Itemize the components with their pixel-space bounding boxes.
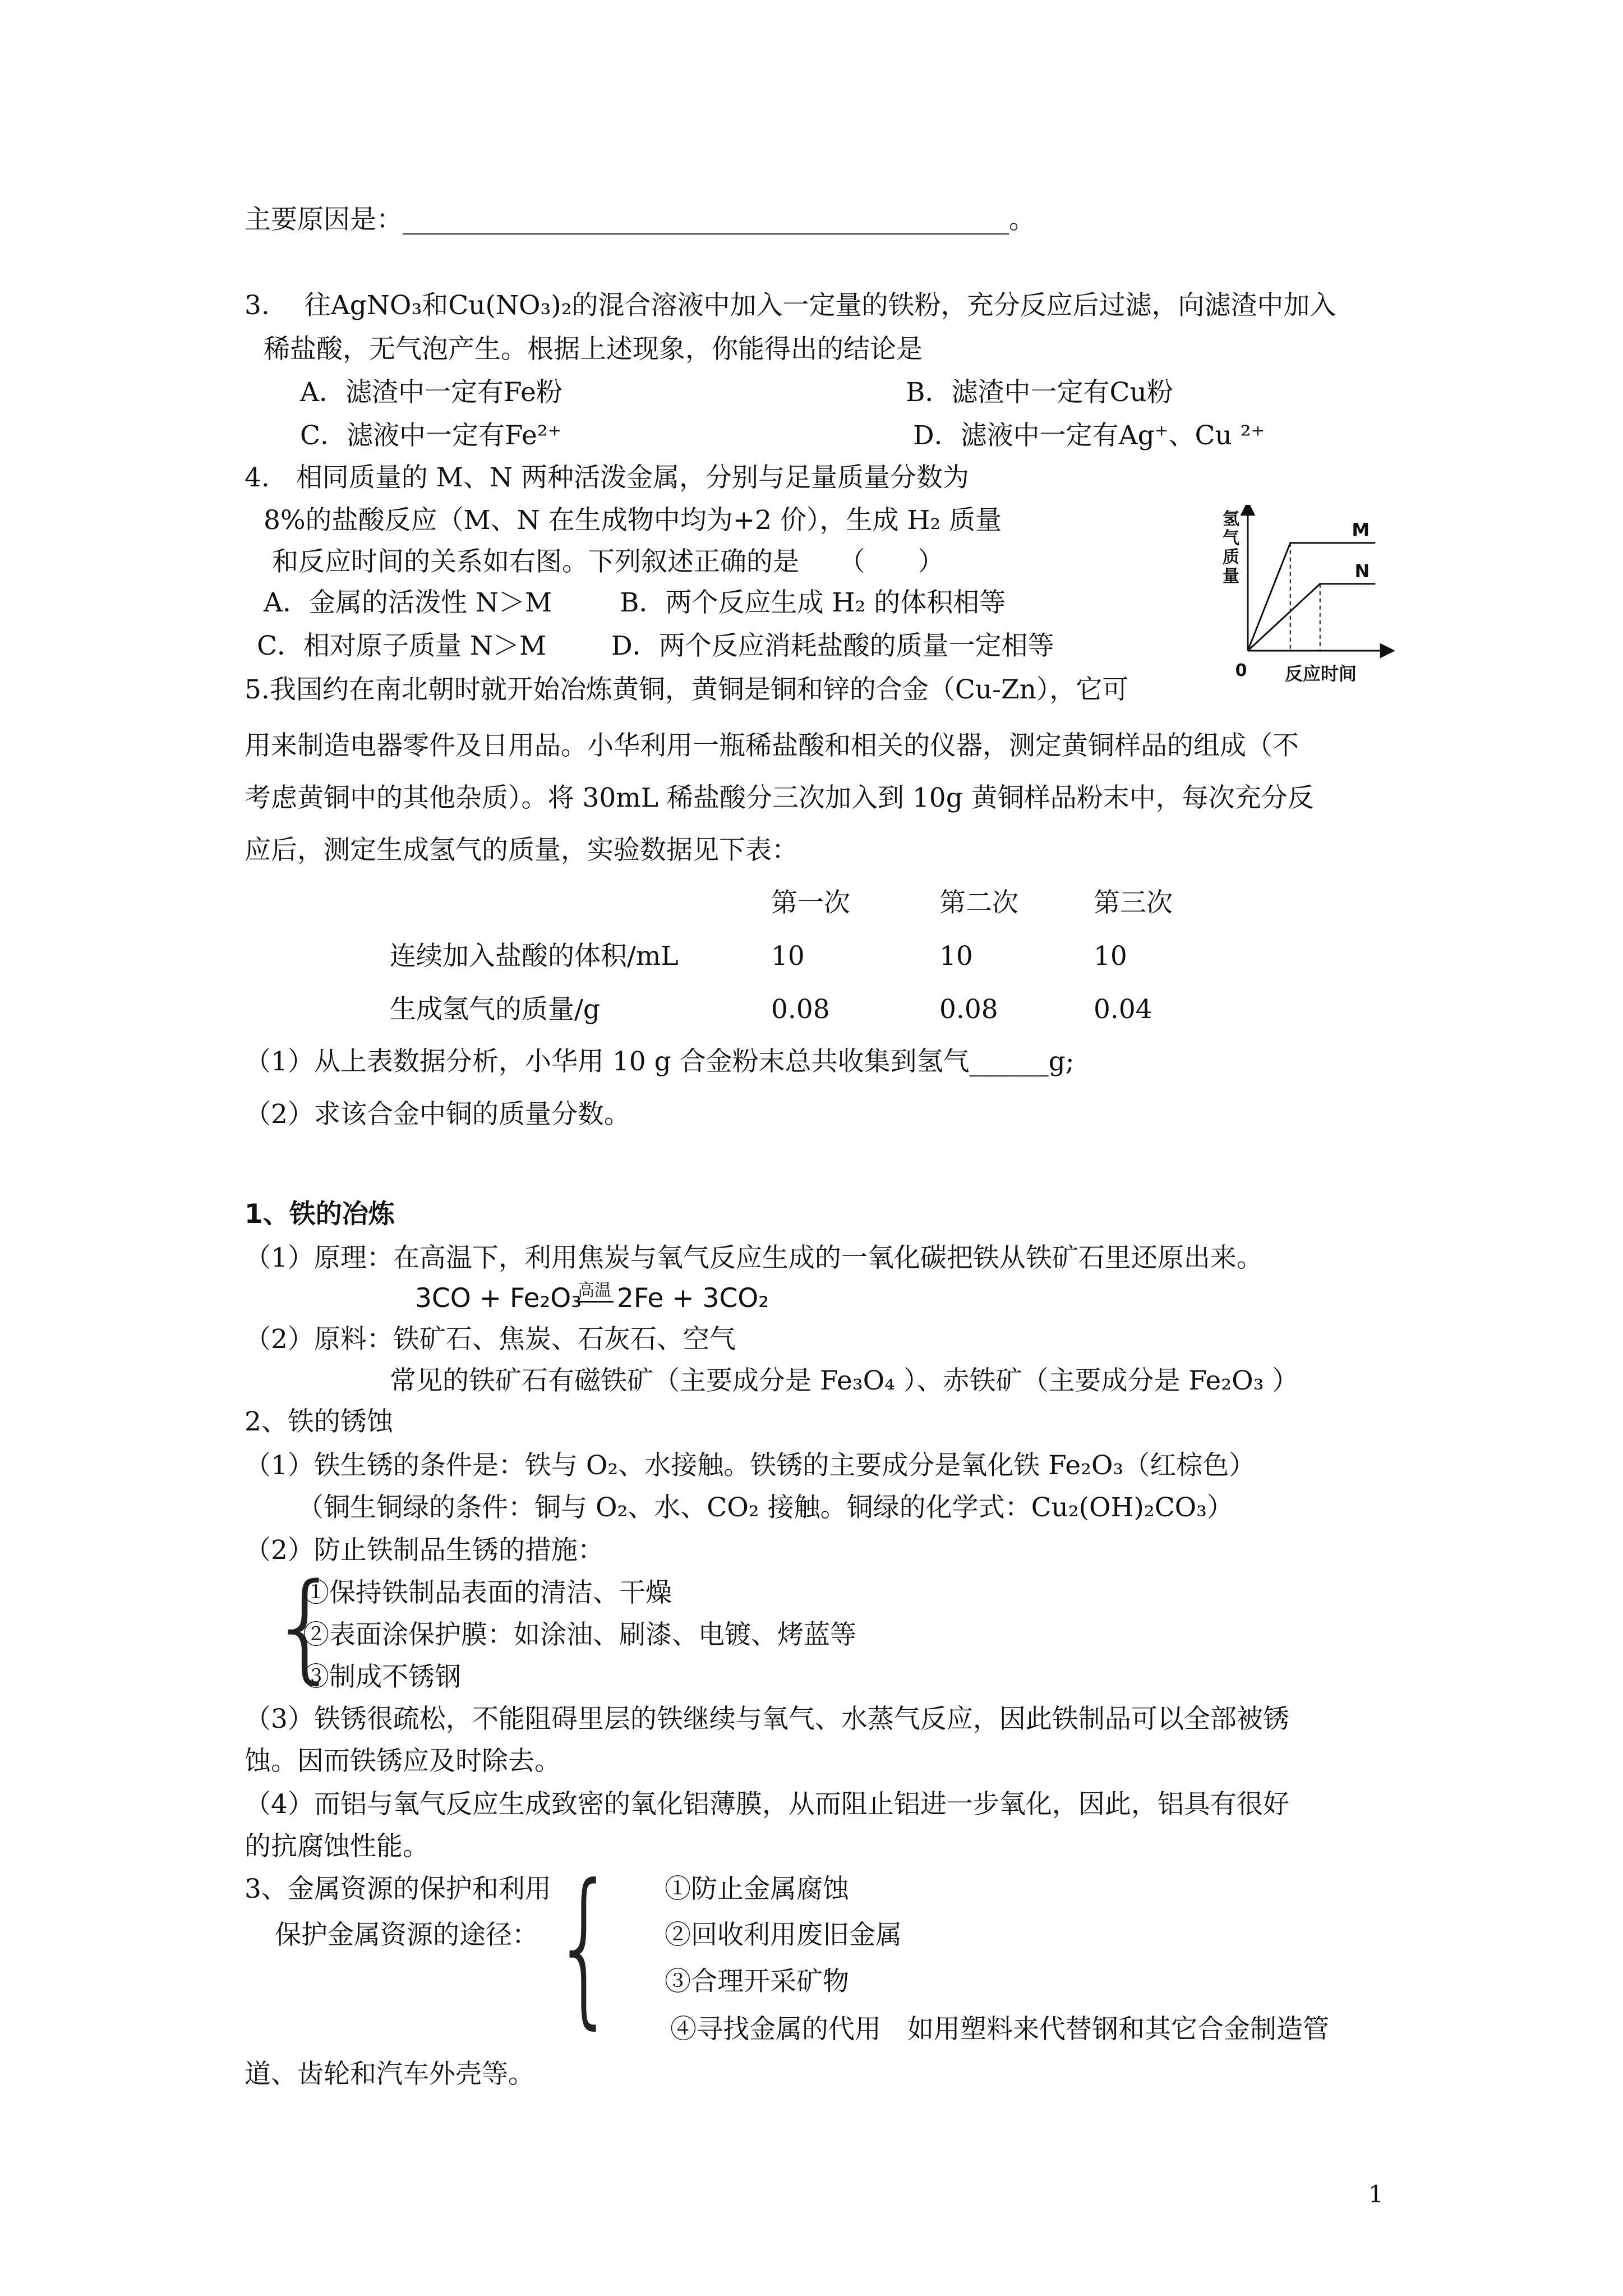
table-cell: 0.04 (1094, 994, 1152, 1025)
y-axis-label: 氢气质量 (1223, 509, 1239, 586)
equation-equals-bar (577, 1301, 614, 1303)
series-label-M: M (1352, 519, 1370, 541)
section-title-iron-smelting: 1、铁的冶炼 (245, 1199, 395, 1230)
s3-subtitle: 保护金属资源的途径： (275, 1920, 538, 1950)
q4-stem-line3: 和反应时间的关系如右图。下列叙述正确的是 （ ） (272, 546, 944, 577)
table-header: 第二次 (939, 887, 1018, 918)
protection-way-continued: 道、齿轮和汽车外壳等。 (245, 2059, 534, 2090)
brace-left: { (552, 1848, 617, 2044)
q3-stem-line1: 3. 往AgNO₃和Cu(NO₃)₂的混合溶液中加入一定量的铁粉，充分反应后过滤，向滤渣中加入 (245, 290, 1336, 321)
x-axis-label: 反应时间 (1284, 663, 1357, 684)
prevention-item: ①保持铁制品表面的清洁、干燥 (303, 1577, 672, 1608)
table-header: 第三次 (1094, 887, 1173, 918)
protection-way: ②回收利用废旧金属 (665, 1920, 902, 1950)
prevention-item: ③制成不锈钢 (303, 1662, 461, 1692)
brace-left: { (268, 1558, 343, 1695)
q4-stem-line2: 8%的盐酸反应（M、N 在生成物中均为+2 价），生成 H₂ 质量 (264, 505, 1002, 536)
page-number: 1 (1368, 2180, 1384, 2208)
protection-way: ④寻找金属的代用 如用塑料来代替钢和其它合金制造管 (670, 2014, 1329, 2045)
equation-reactants: 3CO + Fe₂O₃ (415, 1283, 582, 1314)
q4-chart (1206, 505, 1408, 690)
q4-stem-line1: 4. 相同质量的 M、N 两种活泼金属，分别与足量质量分数为 (245, 462, 969, 493)
q4-option-d: D．两个反应消耗盐酸的质量一定相等 (611, 631, 1054, 661)
table-cell: 0.08 (939, 994, 998, 1025)
s1-ores: 常见的铁矿石有磁铁矿（主要成分是 Fe₃O₄ ）、赤铁矿（主要成分是 Fe₂O₃ ） (390, 1365, 1299, 1396)
q4-option-b: B．两个反应生成 H₂ 的体积相等 (620, 587, 1006, 618)
series-line-M (1248, 543, 1375, 651)
answer-line-reason: 主要原因是：______________________________________________。 (245, 204, 1035, 235)
q3-option-c: C．滤液中一定有Fe²⁺ (300, 420, 562, 451)
table-row-label: 连续加入盐酸的体积/mL (390, 941, 679, 972)
q5-sub1: （1）从上表数据分析，小华用 10 g 合金粉末总共收集到氢气______g; (245, 1046, 1075, 1077)
q5-stem-line1: 5.我国约在南北朝时就开始冶炼黄铜，黄铜是铜和锌的合金（Cu-Zn），它可 (245, 674, 1129, 705)
protection-way: ③合理开采矿物 (665, 1966, 849, 1997)
equation-products: 2Fe + 3CO₂ (617, 1283, 769, 1314)
s1-materials: （2）原料：铁矿石、焦炭、石灰石、空气 (245, 1324, 736, 1355)
table-cell: 10 (939, 941, 973, 972)
equation-condition: 高温 (578, 1281, 611, 1300)
q5-sub2: （2）求该合金中铜的质量分数。 (245, 1099, 630, 1130)
series-line-N (1248, 584, 1375, 651)
q5-stem-line2: 用来制造电器零件及日用品。小华利用一瓶稀盐酸和相关的仪器，测定黄铜样品的组成（不 (245, 730, 1299, 761)
q5-stem-line4: 应后，测定生成氢气的质量，实验数据见下表： (245, 835, 798, 866)
table-cell: 0.08 (771, 994, 830, 1025)
series-label-N: N (1354, 560, 1370, 582)
s2-copper-note: （铜生铜绿的条件：铜与 O₂、水、CO₂ 接触。铜绿的化学式：Cu₂(OH)₂CO₃） (297, 1492, 1234, 1523)
q3-stem-line2: 稀盐酸，无气泡产生。根据上述现象，你能得出的结论是 (264, 334, 923, 365)
q3-option-b: B．滤渣中一定有Cu粉 (906, 377, 1173, 408)
q3-option-d: D．滤液中一定有Ag⁺、Cu ²⁺ (913, 420, 1265, 451)
s1-principle: （1）原理：在高温下，利用焦炭与氧气反应生成的一氧化碳把铁从铁矿石里还原出来。 (245, 1243, 1263, 1273)
section-title-resource-protection: 3、金属资源的保护和利用 (245, 1874, 551, 1904)
table-header: 第一次 (771, 887, 850, 918)
q5-stem-line3: 考虑黄铜中的其他杂质）。将 30mL 稀盐酸分三次加入到 10g 黄铜样品粉末中，每次充分反 (245, 783, 1314, 813)
q4-option-a: A．金属的活泼性 N＞M (264, 587, 552, 618)
s2-rust-conditions: （1）铁生锈的条件是：铁与 O₂、水接触。铁锈的主要成分是氧化铁 Fe₂O₃（红棕色） (245, 1450, 1256, 1481)
s2-para3-line1: （3）铁锈很疏松，不能阻碍里层的铁继续与氧气、水蒸气反应，因此铁制品可以全部被锈 (245, 1704, 1289, 1734)
section-title-iron-rusting: 2、铁的锈蚀 (245, 1406, 393, 1437)
s2-para3-line2: 蚀。因而铁锈应及时除去。 (245, 1746, 561, 1777)
q4-option-c: C．相对原子质量 N＞M (257, 631, 547, 661)
protection-way: ①防止金属腐蚀 (665, 1874, 849, 1904)
table-row-label: 生成氢气的质量/g (390, 994, 600, 1025)
s2-prevention-title: （2）防止铁制品生锈的措施： (245, 1535, 604, 1566)
s2-para4-line2: 的抗腐蚀性能。 (245, 1831, 429, 1862)
origin-label: 0 (1235, 661, 1247, 680)
table-cell: 10 (771, 941, 805, 972)
q3-option-a: A．滤渣中一定有Fe粉 (300, 377, 562, 408)
prevention-item: ②表面涂保护膜：如涂油、刷漆、电镀、烤蓝等 (303, 1619, 856, 1650)
s2-para4-line1: （4）而铝与氧气反应生成致密的氧化铝薄膜，从而阻止铝进一步氧化，因此，铝具有很好 (245, 1789, 1289, 1820)
table-cell: 10 (1094, 941, 1127, 972)
